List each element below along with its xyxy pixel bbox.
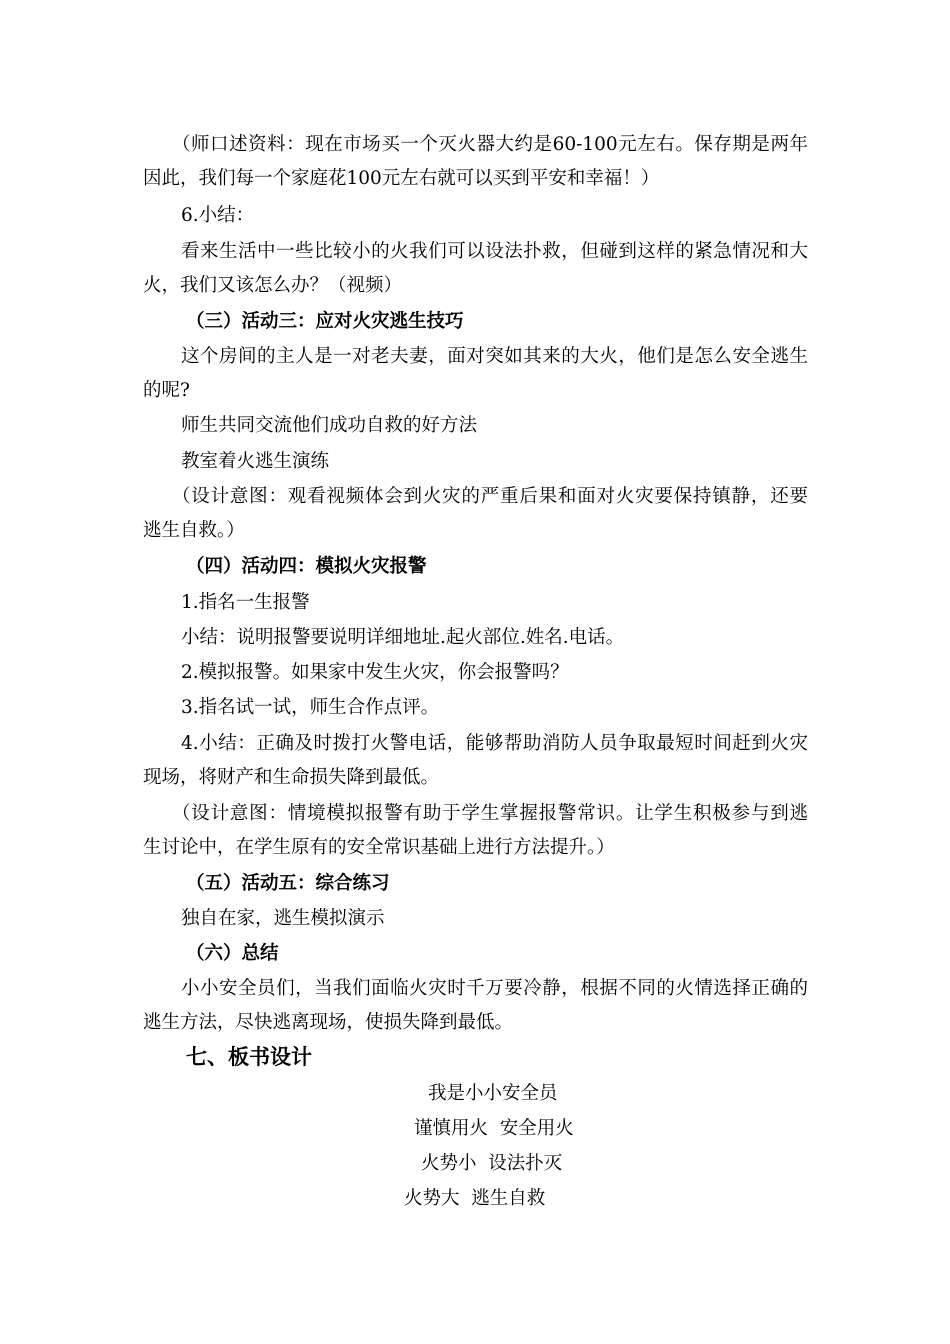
paragraph-line: 逃生方法，尽快逃离现场，使损失降到最低。 — [143, 1012, 514, 1033]
board-line: 我是小小安全员 — [428, 1083, 558, 1104]
paragraph-line: （设计意图：情境模拟报警有助于学生掌握报警常识。让学生积极参与到逃 — [172, 803, 808, 824]
paragraph-line: 教室着火逃生演练 — [181, 451, 330, 472]
paragraph-line: （设计意图：观看视频体会到火灾的严重后果和面对火灾要保持镇静，还要 — [172, 486, 808, 507]
board-line: 火势小 设法扑灭 — [421, 1153, 563, 1174]
section-heading: （五）活动五：综合练习 — [186, 873, 390, 894]
paragraph-line: 火，我们又该怎么办？（视频） — [143, 275, 403, 296]
paragraph-line: 独自在家，逃生模拟演示 — [181, 908, 385, 929]
paragraph-line: 师生共同交流他们成功自救的好方法 — [181, 415, 478, 436]
section-heading: （六）总结 — [186, 943, 279, 964]
paragraph-line: 小小安全员们，当我们面临火灾时千万要冷静，根据不同的火情选择正确的 — [181, 978, 808, 999]
board-line: 火势大 逃生自救 — [404, 1188, 546, 1209]
section-heading: （四）活动四：模拟火灾报警 — [186, 556, 427, 577]
section-heading: （三）活动三：应对火灾逃生技巧 — [186, 311, 464, 332]
paragraph-line: 逃生自救。） — [143, 520, 245, 541]
paragraph-line: （师口述资料：现在市场买一个灭火器大约是60-100元左右。保存期是两年 — [172, 134, 808, 155]
paragraph-line: 2.模拟报警。如果家中发生火灾，你会报警吗？ — [181, 662, 569, 683]
paragraph-line: 6.小结： — [181, 205, 255, 226]
paragraph-line: 现场，将财产和生命损失降到最低。 — [143, 767, 440, 788]
paragraph-line: 因此，我们每一个家庭花100元左右就可以买到平安和幸福！） — [143, 168, 660, 189]
paragraph-line: 小结：说明报警要说明详细地址.起火部位.姓名.电话。 — [181, 627, 625, 648]
board-line: 谨慎用火 安全用火 — [414, 1118, 574, 1139]
paragraph-line: 1.指名一生报警 — [181, 592, 310, 613]
section-7-heading: 七、板书设计 — [186, 1045, 312, 1069]
paragraph-line: 生讨论中，在学生原有的安全常识基础上进行方法提升。） — [143, 837, 615, 858]
paragraph-line: 看来生活中一些比较小的火我们可以设法扑救，但碰到这样的紧急情况和大 — [181, 241, 808, 262]
paragraph-line: 的呢? — [143, 380, 190, 401]
paragraph-line: 这个房间的主人是一对老夫妻，面对突如其来的大火，他们是怎么安全逃生 — [181, 346, 808, 367]
paragraph-line: 4.小结：正确及时拨打火警电话，能够帮助消防人员争取最短时间赶到火灾 — [181, 733, 808, 754]
paragraph-line: 3.指名试一试，师生合作点评。 — [181, 697, 440, 718]
